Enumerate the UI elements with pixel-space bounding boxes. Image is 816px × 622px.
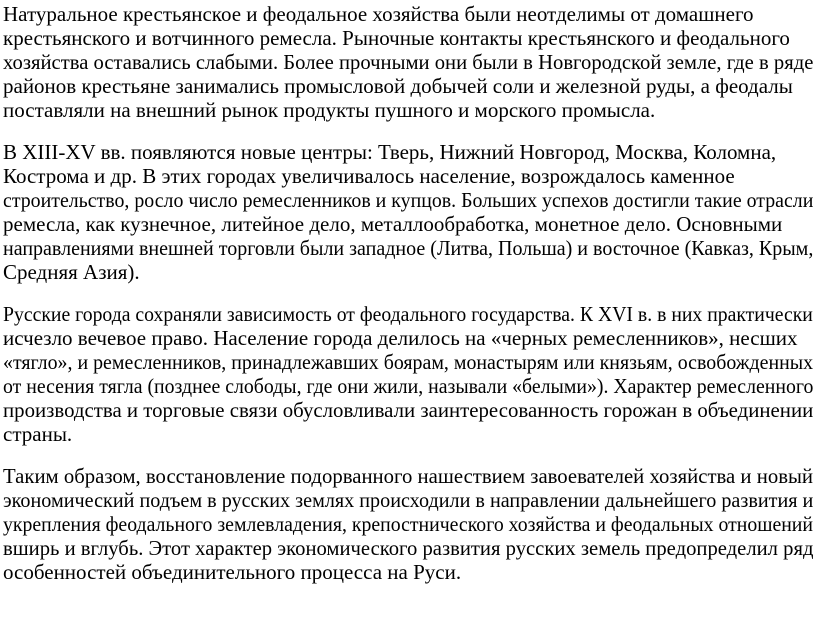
paragraph-line: направлениями внешней торговли были западное (Литва, Польша) и восточное (Кавказ, Крым, [3,236,814,260]
paragraph-line: страны. [3,422,73,446]
paragraph-line: Таким образом, восстановление подорванного нашествием завоевателей хозяйства и новый [3,464,814,488]
paragraph-line: крестьянского и вотчинного ремесла. Рыночные контакты крестьянского и феодального [3,26,790,50]
paragraph-line: вширь и вглубь. Этот характер экономического развития русских земель предопределил ряд [3,536,814,560]
paragraph-line: от несения тягла (позднее слободы, где они жили, называли «белыми»). Характер ремесленного [3,374,814,398]
paragraph-line: В XIII-XV вв. появляются новые центры: Тверь, Нижний Новгород, Москва, Коломна, [3,140,777,164]
paragraph-line: поставляли на внешний рынок продукты пушного и морского промысла. [3,98,656,122]
paragraph-line: районов крестьяне занимались промысловой добычей соли и железной руды, а феодалы [3,74,793,98]
paragraph-line: исчезло вечевое право. Население города делилось на «черных ремесленников», несших [3,326,798,350]
paragraph-line: Средняя Азия). [3,260,140,284]
paragraph-line: строительство, росло число ремесленников и купцов. Больших успехов достигли такие отрасли [3,188,814,212]
paragraph-line: ремесла, как кузнечное, литейное дело, металлообработка, монетное дело. Основными [3,212,783,236]
paragraph-line: особенностей объединительного процесса на Руси. [3,560,462,584]
paragraph-line: Кострома и др. В этих городах увеличивалось население, возрождалось каменное [3,164,735,188]
paragraph-line: экономический подъем в русских землях происходили в направлении дальнейшего развития и [3,488,814,512]
paragraph-line: «тягло», и ремесленников, принадлежавших боярам, монастырям или князьям, освобожденных [3,350,814,374]
paragraph-line: хозяйства оставались слабыми. Более прочными они были в Новгородской земле, где в ряде [3,50,814,74]
paragraph-line: укрепления феодального землевладения, крепостнического хозяйства и феодальных отношений [3,512,813,536]
paragraph-line: Натуральное крестьянское и феодальное хозяйства были неотделимы от домашнего [3,2,754,26]
paragraph-line: производства и торговые связи обусловливали заинтересованность горожан в объединении [3,398,814,422]
paragraph-line: Русские города сохраняли зависимость от феодального государства. К XVI в. в них практически [3,302,813,326]
